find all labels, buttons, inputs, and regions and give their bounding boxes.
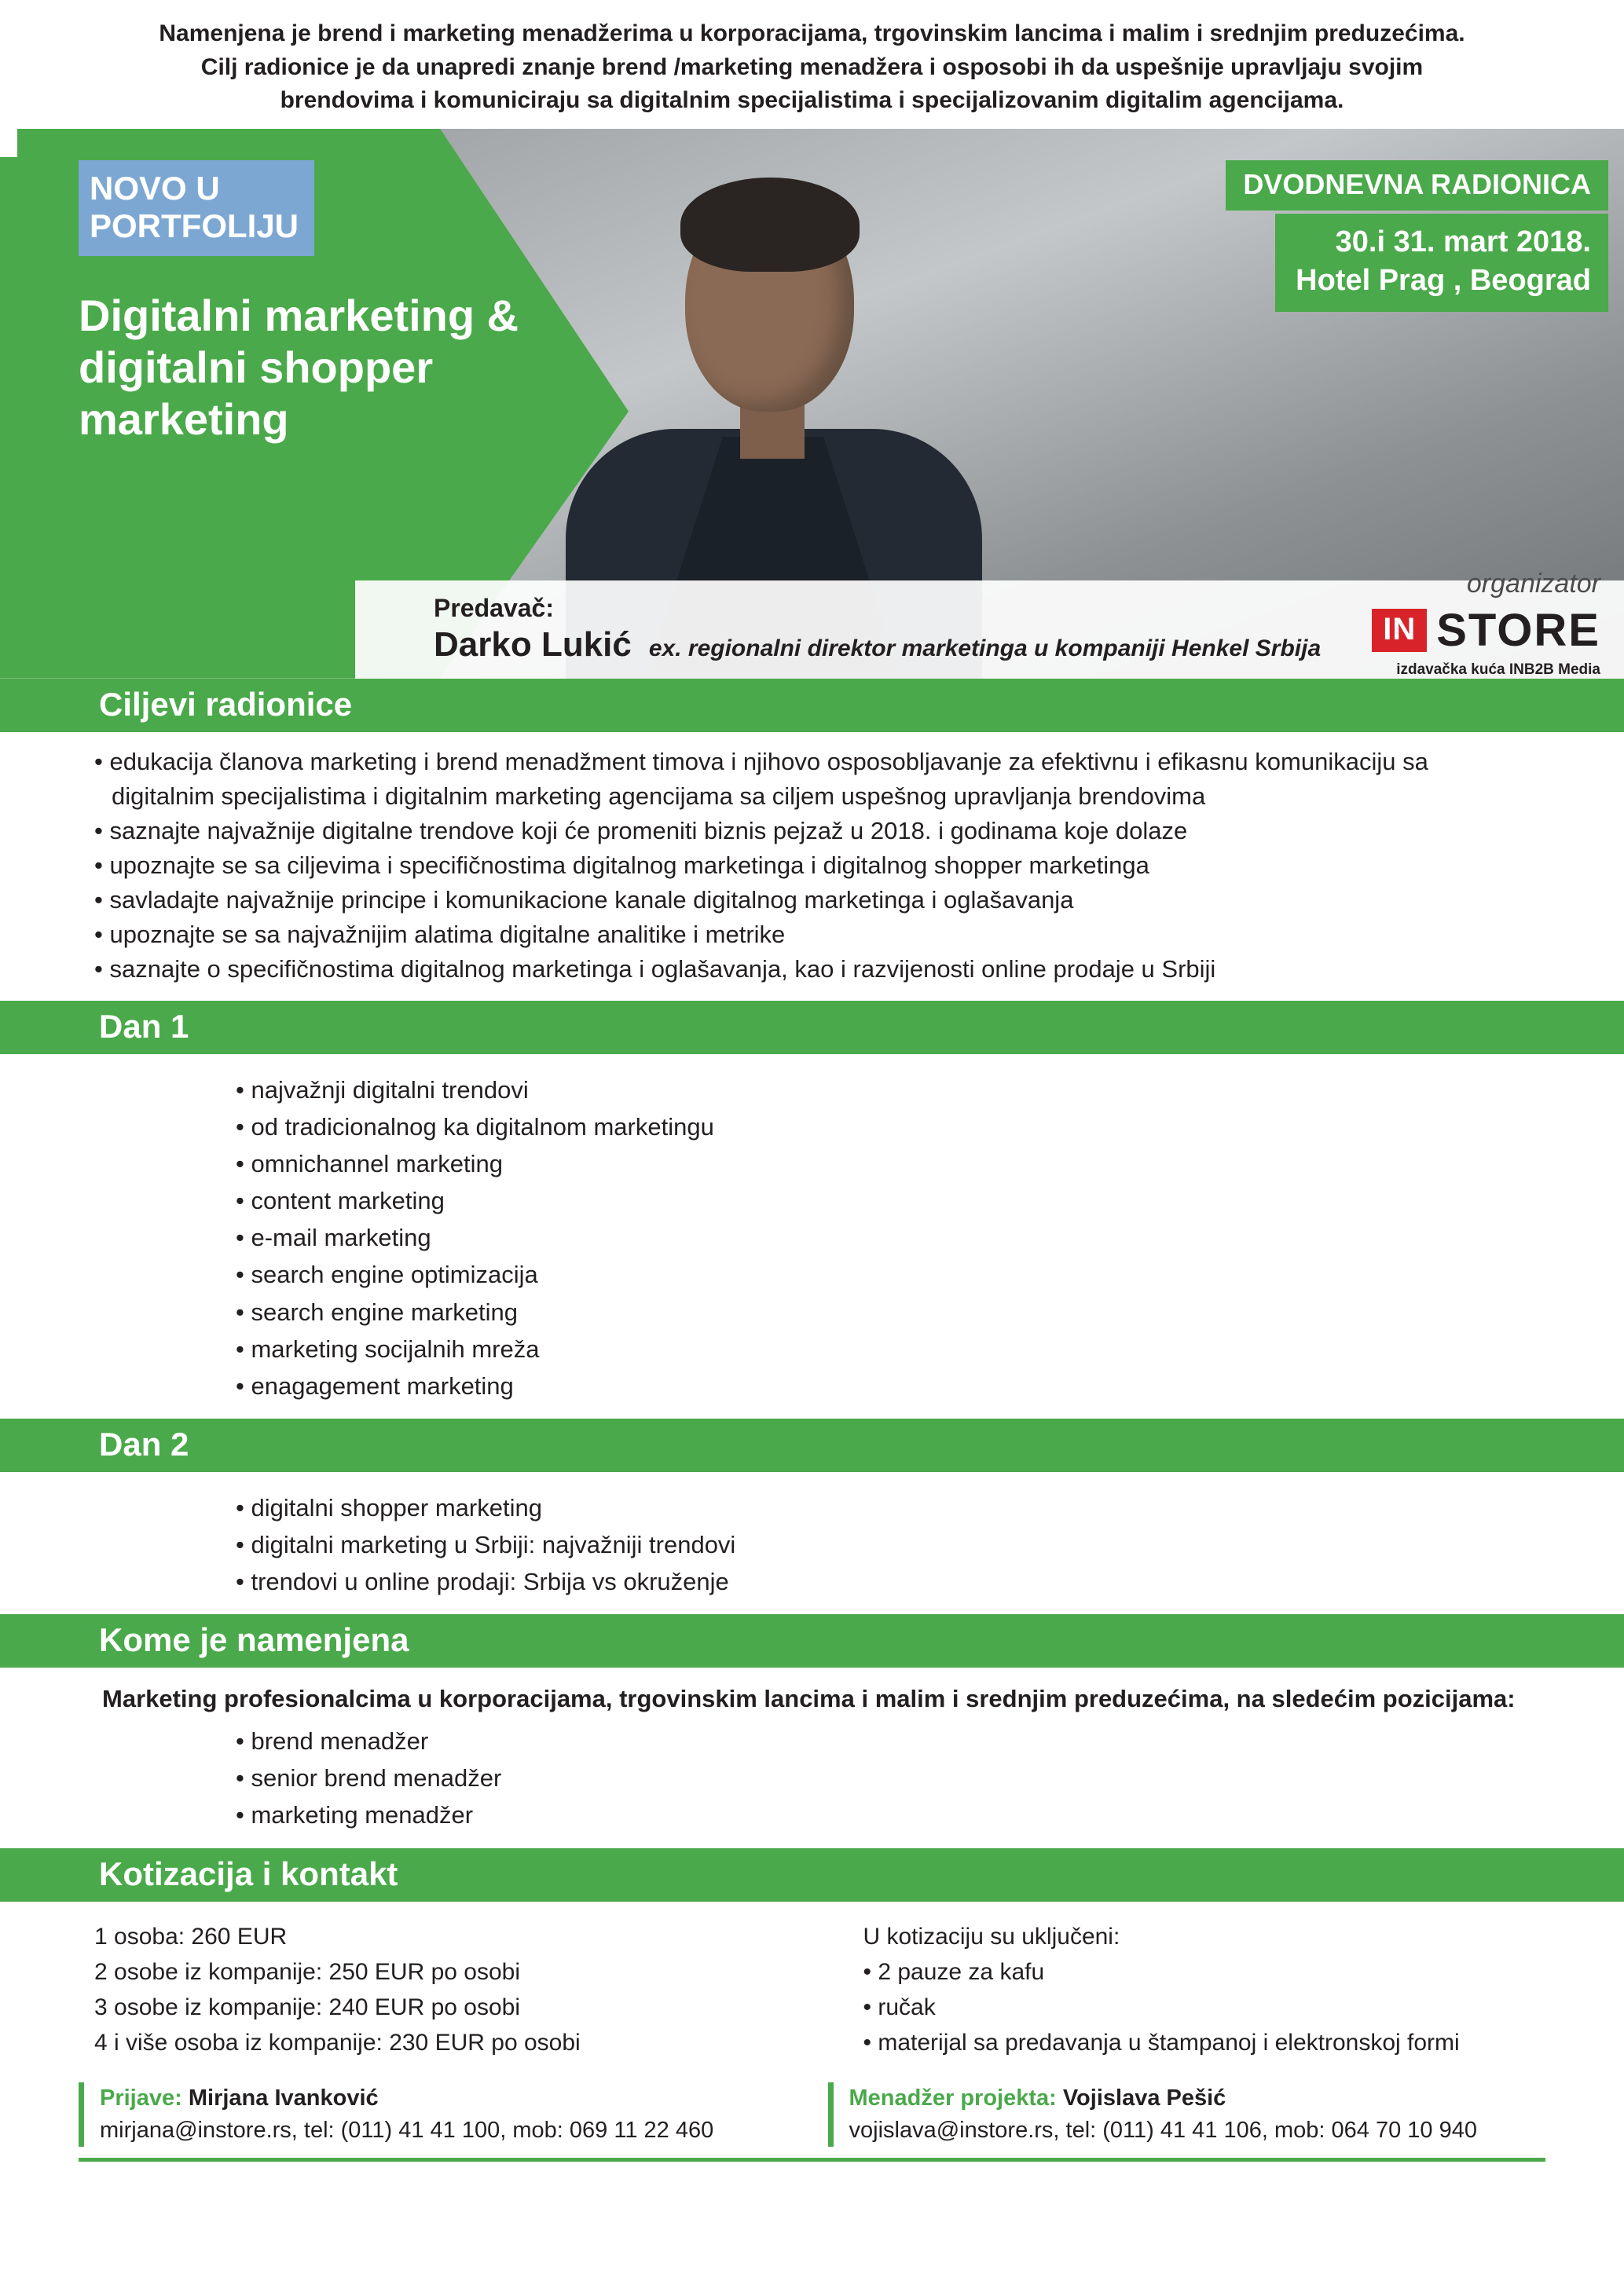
instore-logo bbox=[1372, 604, 1600, 657]
day-1-list bbox=[0, 1054, 1624, 1419]
goal-item-5: upoznajte se sa najvažnijim alatima digitalne analitike i metrike bbox=[109, 920, 786, 948]
audience-list bbox=[0, 1716, 1624, 1847]
contact-name: Vojislava Pešić bbox=[1062, 2085, 1226, 2111]
organizer-block bbox=[1372, 569, 1600, 679]
goals-list bbox=[94, 745, 1530, 987]
goal-item-4: savladajte najvažnije principe i komunikacione kanale digitalnog marketinga i oglašavanja bbox=[109, 885, 1074, 914]
list-item: • 2 pauze za kafu bbox=[863, 1954, 1578, 1990]
list-item: • search engine optimizacija bbox=[236, 1256, 1624, 1293]
list-item: • digitalni shopper marketing bbox=[236, 1489, 1624, 1526]
publisher-note: izdavačka kuća INB2B Media bbox=[1396, 661, 1600, 678]
contact-title bbox=[100, 2082, 828, 2115]
audience-lead: Marketing profesionalcima u korporacijama, trgovinskim lancima i malim i srednjim preduzećima, na sledećim pozicijama: bbox=[102, 1685, 1516, 1713]
price-tier: 4 i više osoba iz kompanije: 230 EUR po osobi bbox=[94, 2029, 581, 2056]
included-list bbox=[840, 1919, 1578, 2060]
list-item bbox=[94, 883, 1530, 917]
speaker-name: Darko Lukić bbox=[434, 624, 632, 664]
contact-role: Menadžer projekta: bbox=[849, 2085, 1057, 2111]
contact-role: Prijave: bbox=[100, 2085, 182, 2111]
list-item bbox=[94, 917, 1530, 952]
list-item: • ručak bbox=[863, 1990, 1578, 2025]
contact-details[interactable]: vojislava@instore.rs, tel: (011) 41 41 106, mob: 064 70 10 940 bbox=[849, 2117, 1477, 2143]
included-label: U kotizaciju su uključeni: bbox=[863, 1923, 1120, 1950]
contact-details[interactable]: mirjana@instore.rs, tel: (011) 41 41 100, mob: 069 11 22 460 bbox=[100, 2117, 714, 2143]
intro-line-1: Namenjena je brend i marketing menadžerima u korporacijama, trgovinskim lancima i malim i srednjim preduzećima. bbox=[159, 20, 1465, 46]
list-item: • omnichannel marketing bbox=[236, 1145, 1624, 1182]
contact-name: Mirjana Ivanković bbox=[188, 2085, 379, 2111]
pricing-block bbox=[0, 1902, 1624, 2068]
price-tier: 3 osobe iz kompanije: 240 EUR po osobi bbox=[94, 1994, 520, 2020]
goals-block bbox=[0, 732, 1624, 1001]
new-in-portfolio-badge bbox=[79, 160, 314, 256]
list-item: • trendovi u online prodaji: Srbija vs okruženje bbox=[236, 1563, 1624, 1600]
speaker-label: Predavač: bbox=[434, 594, 554, 623]
list-item: • enagagement marketing bbox=[236, 1368, 1624, 1404]
list-item bbox=[94, 848, 1530, 883]
organizer-label: organizator bbox=[1466, 568, 1600, 599]
goal-item-2: saznajte najvažnije digitalne trendove koji će promeniti biznis pejzaž u 2018. i godinama koje dolaze bbox=[109, 816, 1188, 844]
goal-item-1: edukacija članova marketing i brend menadžment timova i njihovo osposobljavanje za efektivnu i efikasnu komunikaciju sa bbox=[109, 747, 1428, 775]
section-header-day-1: Dan 1 bbox=[0, 1001, 1624, 1054]
logo-store-text: STORE bbox=[1436, 604, 1600, 656]
intro-text bbox=[0, 0, 1624, 126]
speaker-role: ex. regionalni direktor marketinga u kompaniji Henkel Srbija bbox=[648, 635, 1322, 661]
contact-applications bbox=[79, 2082, 828, 2147]
contacts-row bbox=[0, 2082, 1624, 2147]
contact-project-manager bbox=[828, 2082, 1578, 2147]
hero-corner-notch bbox=[0, 129, 17, 157]
list-item: • materijal sa predavanja u štampanoj i elektronskoj formi bbox=[863, 2025, 1578, 2060]
list-item: • marketing menadžer bbox=[236, 1796, 1624, 1833]
goal-item-6: saznajte o specifičnostima digitalnog marketinga i oglašavanja, kao i razvijenosti online prodaje u Srbiji bbox=[109, 954, 1216, 983]
photo-hair bbox=[680, 178, 860, 272]
list-item bbox=[94, 745, 1530, 814]
section-header-pricing: Kotizacija i kontakt bbox=[0, 1848, 1624, 1902]
day-2-list bbox=[0, 1472, 1624, 1614]
list-item: • najvažnji digitalni trendovi bbox=[236, 1071, 1624, 1108]
list-item bbox=[94, 814, 1530, 848]
list-item: • content marketing bbox=[236, 1182, 1624, 1219]
goal-item-3: upoznajte se sa ciljevima i specifičnostima digitalnog marketinga i digitalnog shopper marketinga bbox=[109, 851, 1149, 879]
workshop-title: Digitalni marketing & digitalni shopper marketing bbox=[79, 290, 519, 444]
list-item: • od tradicionalnog ka digitalnom marketingu bbox=[236, 1108, 1624, 1145]
list-item: • senior brend menadžer bbox=[236, 1760, 1624, 1796]
badge-line-2: PORTFOLIJU bbox=[90, 207, 299, 244]
bottom-divider bbox=[79, 2158, 1545, 2162]
event-date: 30.i 31. mart 2018. bbox=[1335, 225, 1591, 258]
price-tier: 2 osobe iz kompanije: 250 EUR po osobi bbox=[94, 1958, 520, 1985]
event-venue: Hotel Prag , Beograd bbox=[1296, 264, 1591, 298]
list-item: • search engine marketing bbox=[236, 1294, 1624, 1331]
list-item: • marketing socijalnih mreža bbox=[236, 1331, 1624, 1368]
list-item bbox=[94, 952, 1530, 987]
list-item: • e-mail marketing bbox=[236, 1219, 1624, 1256]
list-item: • digitalni marketing u Srbiji: najvažniji trendovi bbox=[236, 1526, 1624, 1563]
event-type-badge: DVODNEVNA RADIONICA bbox=[1226, 160, 1608, 211]
list-item: • brend menadžer bbox=[236, 1723, 1624, 1760]
logo-in-mark: IN bbox=[1372, 609, 1427, 652]
section-header-audience: Kome je namenjena bbox=[0, 1614, 1624, 1668]
contact-title bbox=[849, 2082, 1578, 2115]
price-tiers bbox=[94, 1919, 808, 2060]
intro-line-2: Cilj radionice je da unapredi znanje brend /marketing menadžera i osposobi ih da uspešnije upravljaju svojim bbox=[200, 53, 1424, 80]
section-header-day-2: Dan 2 bbox=[0, 1419, 1624, 1472]
event-date-venue bbox=[1275, 214, 1608, 312]
badge-line-1: NOVO U bbox=[90, 169, 220, 207]
intro-line-3: brendovima i komuniciraju sa digitalnim specijalistima i specijalizovanim digitalim agencijama. bbox=[280, 87, 1344, 114]
section-header-goals: Ciljevi radionice bbox=[0, 679, 1624, 732]
price-tier: 1 osoba: 260 EUR bbox=[94, 1923, 288, 1950]
goal-item-1-continuation: digitalnim specijalistima i digitalnim marketing agencijama sa ciljem uspešnog upravljanja brendovima bbox=[112, 782, 1206, 810]
hero-banner bbox=[0, 129, 1624, 679]
